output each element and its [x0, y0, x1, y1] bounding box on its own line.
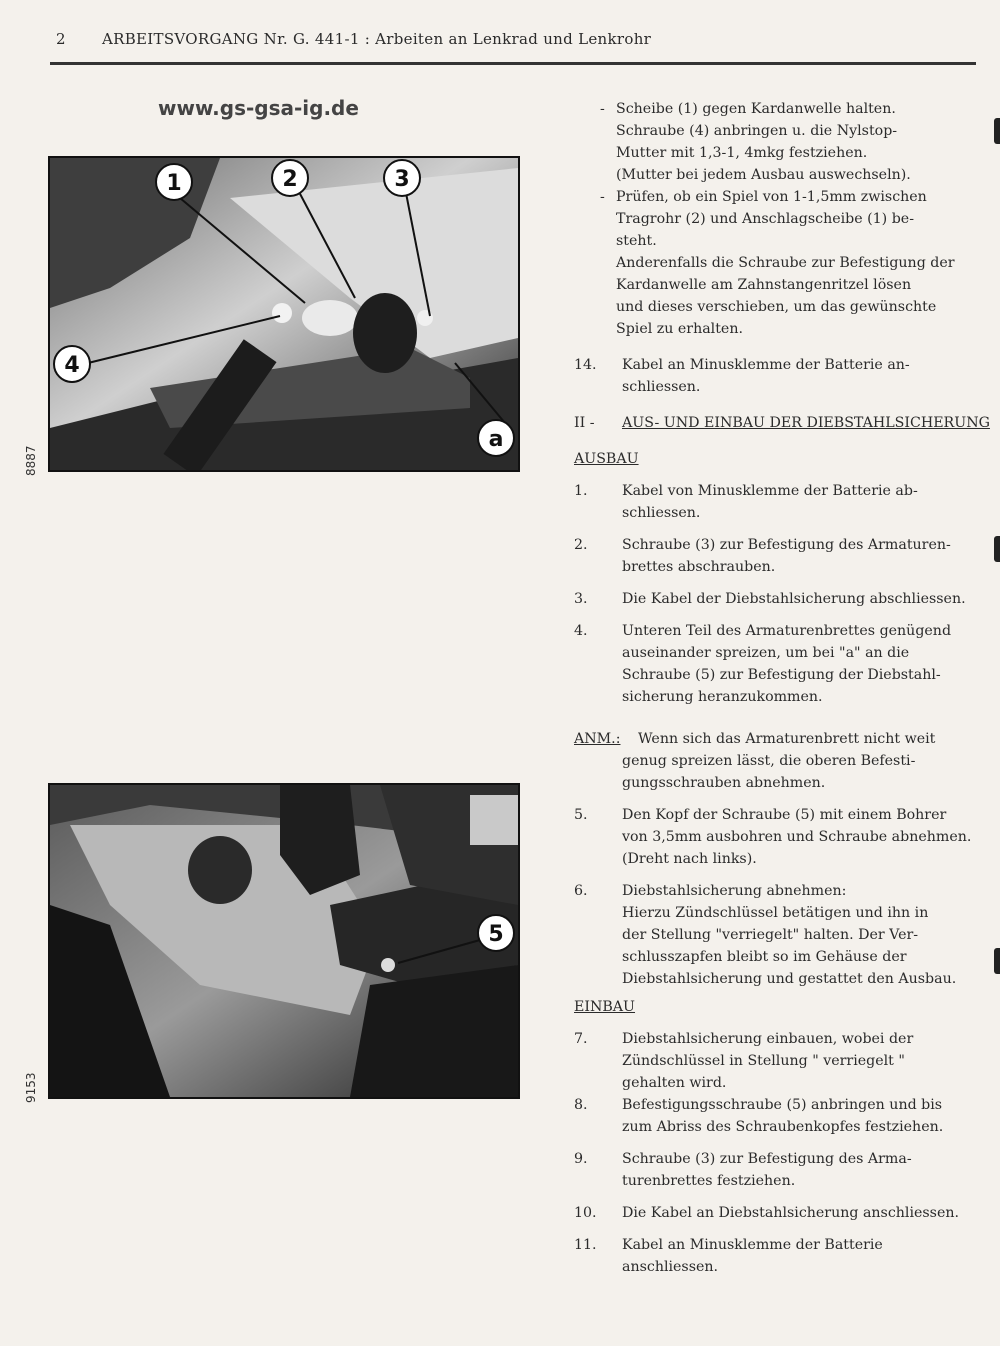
intro-item — [550, 186, 994, 340]
step-number: 14. — [574, 357, 597, 373]
header-rule — [50, 62, 976, 65]
section-number: II - — [574, 415, 595, 431]
text-line: Tragrohr (2) und Anschlagscheibe (1) be- — [616, 211, 914, 227]
text-line: Zündschlüssel in Stellung " verriegelt " — [622, 1053, 905, 1069]
page-number: 2 — [56, 30, 66, 48]
einbau-step-10 — [574, 1202, 994, 1224]
text-line: schlusszapfen bleibt so im Gehäuse der — [622, 949, 907, 965]
text-line: Die Kabel an Diebstahlsicherung anschliessen. — [622, 1205, 959, 1221]
note-text — [622, 728, 994, 794]
text-line: turenbrettes festziehen. — [622, 1173, 796, 1189]
text-line: Spiel zu erhalten. — [616, 321, 743, 337]
step-text — [622, 480, 994, 524]
step-text — [622, 1094, 994, 1138]
step-text — [622, 1202, 994, 1224]
text-line: Die Kabel der Diebstahlsicherung abschliessen. — [622, 591, 966, 607]
step-number: 11. — [574, 1237, 597, 1253]
text-line: zum Abriss des Schraubenkopfes festziehen. — [622, 1119, 944, 1135]
text-line: Anderenfalls die Schraube zur Befestigung der — [616, 255, 955, 271]
step-text — [622, 620, 994, 708]
figure-2-number: 9153 — [24, 1072, 38, 1103]
step-text — [622, 354, 994, 398]
text-line: schliessen. — [622, 379, 701, 395]
text-line: sicherung heranzukommen. — [622, 689, 823, 705]
step-text — [622, 1028, 994, 1094]
text-line: Kabel an Minusklemme der Batterie an- — [622, 357, 910, 373]
step-text — [622, 1234, 994, 1278]
callout-5 — [478, 915, 514, 951]
section-heading — [574, 412, 994, 434]
callout-1 — [156, 164, 192, 200]
step-number: 5. — [574, 807, 588, 823]
step-text — [622, 804, 994, 870]
text-line: von 3,5mm ausbohren und Schraube abnehmen. — [622, 829, 972, 845]
intro-item — [550, 98, 994, 186]
text-line: Schraube (3) zur Befestigung des Armaturen- — [622, 537, 951, 553]
text-line: genug spreizen lässt, die oberen Befesti- — [622, 753, 916, 769]
item-text — [616, 186, 994, 340]
item-marker: - — [600, 101, 605, 117]
text-line: gungsschrauben abnehmen. — [622, 775, 826, 791]
step-number: 10. — [574, 1205, 597, 1221]
text-line: schliessen. — [622, 505, 701, 521]
ausbau-step-2 — [574, 534, 994, 578]
callout-4-label: 4 — [64, 353, 80, 378]
text-line: Befestigungsschraube (5) anbringen und bis — [622, 1097, 943, 1113]
text-line: Unteren Teil des Armaturenbrettes genügend — [622, 623, 952, 639]
text-line: der Stellung "verriegelt" halten. Der Ver- — [622, 927, 919, 943]
step-14 — [574, 354, 994, 398]
text-line: Schraube (4) anbringen u. die Nylstop- — [616, 123, 898, 139]
einbau-step-9 — [574, 1148, 994, 1192]
callout-2-label: 2 — [282, 167, 298, 192]
text-line: Scheibe (1) gegen Kardanwelle halten. — [616, 101, 896, 117]
step-text — [622, 588, 994, 610]
item-text — [616, 98, 994, 186]
text-line: Hierzu Zündschlüssel betätigen und ihn in — [622, 905, 929, 921]
figure-antitheft-photo — [48, 783, 520, 1099]
text-line: Wenn sich das Armaturenbrett nicht weit — [638, 731, 936, 747]
text-line: auseinander spreizen, um bei "a" an die — [622, 645, 910, 661]
text-line: Diebstahlsicherung und gestattet den Ausbau. — [622, 971, 957, 987]
text-line: und dieses verschieben, um das gewünschte — [616, 299, 937, 315]
note-label: ANM.: — [574, 731, 621, 747]
text-line: Schraube (5) zur Befestigung der Diebstahl- — [622, 667, 941, 683]
ausbau-title: AUSBAU — [574, 451, 639, 467]
binder-hole-mark — [994, 118, 1000, 144]
step-number: 9. — [574, 1151, 588, 1167]
step-number: 4. — [574, 623, 588, 639]
einbau-step-11 — [574, 1234, 994, 1278]
callout-a — [478, 420, 514, 456]
einbau-step-7 — [574, 1028, 994, 1094]
callout-3 — [384, 160, 420, 196]
ausbau-step-5 — [574, 804, 994, 870]
instructions-column — [574, 98, 994, 1278]
item-marker: - — [600, 189, 605, 205]
section-title: AUS- UND EINBAU DER DIEBSTAHLSICHERUNG — [622, 415, 990, 431]
text-line: Kardanwelle am Zahnstangenritzel lösen — [616, 277, 912, 293]
step-number: 7. — [574, 1031, 588, 1047]
step-text — [622, 880, 994, 990]
text-line: Kabel an Minusklemme der Batterie — [622, 1237, 883, 1253]
text-line: steht. — [616, 233, 657, 249]
step-text — [622, 534, 994, 578]
figure-1-number: 8887 — [24, 445, 38, 476]
ausbau-step-6 — [574, 880, 994, 990]
text-line: (Mutter bei jedem Ausbau auswechseln). — [616, 167, 911, 183]
callout-2 — [272, 160, 308, 196]
einbau-heading — [574, 996, 994, 1018]
page-title: ARBEITSVORGANG Nr. G. 441-1 : Arbeiten an Lenkrad und Lenkrohr — [102, 30, 652, 48]
page-header — [56, 30, 976, 48]
text-line: Diebstahlsicherung abnehmen: — [622, 883, 847, 899]
figure-steering-photo — [48, 156, 520, 472]
callout-3-label: 3 — [394, 167, 410, 192]
step-number: 2. — [574, 537, 588, 553]
text-line: brettes abschrauben. — [622, 559, 776, 575]
einbau-step-8 — [574, 1094, 994, 1138]
text-line: Mutter mit 1,3-1, 4mkg festziehen. — [616, 145, 868, 161]
step-number: 3. — [574, 591, 588, 607]
einbau-title: EINBAU — [574, 999, 636, 1015]
step-number: 8. — [574, 1097, 588, 1113]
text-line: anschliessen. — [622, 1259, 719, 1275]
callout-a-label: a — [488, 427, 504, 452]
callout-4 — [54, 346, 90, 382]
ausbau-step-3 — [574, 588, 994, 610]
text-line: Den Kopf der Schraube (5) mit einem Bohrer — [622, 807, 947, 823]
binder-hole-mark — [994, 536, 1000, 562]
text-line: Schraube (3) zur Befestigung des Arma- — [622, 1151, 912, 1167]
step-number: 1. — [574, 483, 588, 499]
step-number: 6. — [574, 883, 588, 899]
ausbau-step-1 — [574, 480, 994, 524]
note — [574, 728, 994, 794]
text-line: gehalten wird. — [622, 1075, 727, 1091]
text-line: (Dreht nach links). — [622, 851, 757, 867]
text-line: Prüfen, ob ein Spiel von 1-1,5mm zwischen — [616, 189, 927, 205]
text-line: Diebstahlsicherung einbauen, wobei der — [622, 1031, 914, 1047]
ausbau-heading — [574, 448, 994, 470]
text-line: Kabel von Minusklemme der Batterie ab- — [622, 483, 918, 499]
ausbau-step-4 — [574, 620, 994, 708]
binder-hole-mark — [994, 948, 1000, 974]
callout-1-label: 1 — [166, 171, 182, 196]
website-watermark: www.gs-gsa-ig.de — [158, 96, 359, 120]
step-text — [622, 1148, 994, 1192]
callout-5-label: 5 — [488, 922, 504, 947]
